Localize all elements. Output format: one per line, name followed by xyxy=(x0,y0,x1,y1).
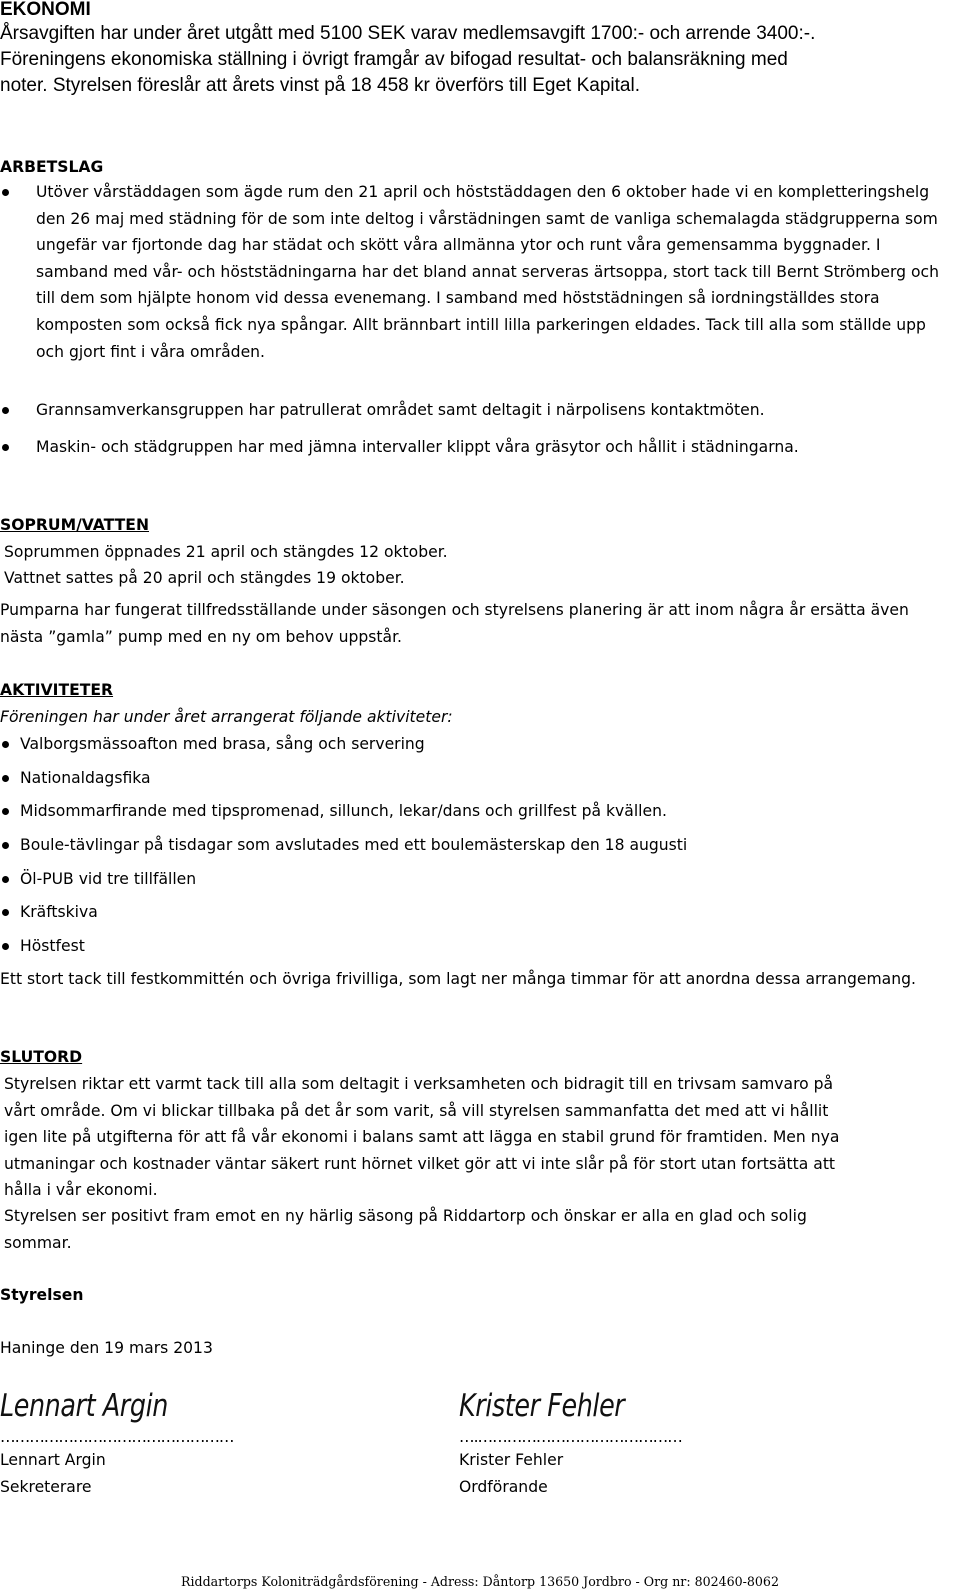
bullet-icon xyxy=(2,741,9,748)
soprum-paragraph: Pumparna har fungerat tillfredsställande under säsongen och styrelsens planering är att inom några år ersätta även nästa ”gamla” pump med en ny om behov uppstår. xyxy=(0,601,909,646)
list-item xyxy=(0,765,950,792)
arbetslag-item-text: Utöver vårstäddagen som ägde rum den 21 april och höststäddagen den 6 oktober hade vi en kompletteringshelg den 26 maj med städning för de som inte deltog i vårstädningen samt de vanliga schemalagda städgrupperna som ungefär var fjortonde dag har städat och skött våra allmänna ytor och runt våra gemensamma byggnader. I samband med vår- och höststädningarna har det bland annat serveras ärtsoppa, stort tack till Bernt Strömberg och till dem som hjälpte honom vid dessa evenemang. I samband med höststädningen så iordningställdes stora komposten som också fick nya spångar. Allt brännbart intill lilla parkeringen eldades. Tack till alla som ställde upp och gjort fint i våra områden. xyxy=(36,183,939,361)
bullet-icon xyxy=(2,444,9,451)
ekonomi-line-3: noter. Styrelsen föreslår att årets vinst på 18 458 kr överförs till Eget Kapital. xyxy=(0,75,640,96)
signoff-from: Styrelsen xyxy=(0,1286,84,1304)
signoff-place-date: Haninge den 19 mars 2013 xyxy=(0,1339,213,1357)
list-item xyxy=(0,731,950,758)
list-item xyxy=(0,899,950,926)
handwritten-signature: Lennart Argin xyxy=(0,1388,168,1424)
signatory-name: Lennart Argin xyxy=(0,1451,106,1469)
aktiviteter-intro: Föreningen har under året arrangerat följande aktiviteter: xyxy=(0,708,453,726)
page-footer: Riddartorps Koloniträdgårdsförening - Adress: Dåntorp 13650 Jordbro - Org nr: 802460-8062 xyxy=(181,1574,779,1589)
aktiviteter-thanks: Ett stort tack till festkommittén och övriga frivilliga, som lagt ner många timmar för att anordna dessa arrangemang. xyxy=(0,970,916,988)
aktivitet-text: Nationaldagsfika xyxy=(20,769,151,787)
signatures xyxy=(0,1388,960,1528)
slutord-heading: SLUTORD xyxy=(0,1048,83,1066)
aktivitet-text: Midsommarfirande med tipspromenad, sillunch, lekar/dans och grillfest på kvällen. xyxy=(20,802,667,820)
aktivitet-text: Höstfest xyxy=(20,937,85,955)
ekonomi-line-2: Föreningens ekonomiska ställning i övrigt framgår av bifogad resultat- och balansräkning med xyxy=(0,49,788,70)
bullet-icon xyxy=(2,407,9,414)
soprum-heading: SOPRUM/VATTEN xyxy=(0,516,150,534)
aktivitet-text: Öl-PUB vid tre tillfällen xyxy=(20,870,197,888)
ekonomi-line-1: Årsavgiften har under året utgått med 5100 SEK varav medlemsavgift 1700:- och arrende 3400:-. xyxy=(0,23,816,44)
list-item xyxy=(0,832,950,859)
list-item xyxy=(0,179,950,365)
aktivitet-text: Boule-tävlingar på tisdagar som avslutades med ett boulemästerskap den 18 augusti xyxy=(20,836,688,854)
signature-line: ………………………………………… xyxy=(0,1428,234,1446)
bullet-icon xyxy=(2,909,9,916)
aktivitet-text: Valborgsmässoafton med brasa, sång och servering xyxy=(20,735,425,753)
bullet-icon xyxy=(2,189,9,196)
arbetslag-item-text: Maskin- och städgruppen har med jämna intervaller klippt våra gräsytor och hållit i städningarna. xyxy=(36,438,799,456)
bullet-icon xyxy=(2,943,9,950)
signatory-role: Ordförande xyxy=(459,1477,548,1496)
list-item xyxy=(0,434,950,461)
bullet-icon xyxy=(2,808,9,815)
aktivitet-text: Kräftskiva xyxy=(20,903,98,921)
ekonomi-heading: EKONOMI xyxy=(0,0,91,20)
signature-block xyxy=(0,1388,234,1500)
slutord-paragraph-1: Styrelsen riktar ett varmt tack till alla som deltagit i verksamheten och bidragit till en trivsam samvaro på vårt område. Om vi blickar tillbaka på det år som varit, så vill styrelsen sammanfatta det med att vi hållit igen lite på utgifterna för att få vår ekonomi i balans samt att lägga en stabil grund för framtiden. Men nya utmaningar och kostnader väntar säkert runt hörnet vilket gör att vi inte slår på för stort utan fortsätta att hålla i vår ekonomi. xyxy=(4,1075,840,1200)
slutord-paragraph-2: Styrelsen ser positivt fram emot en ny härlig säsong på Riddartorp och önskar er alla en glad och solig sommar. xyxy=(4,1207,807,1252)
signatory-name: Krister Fehler xyxy=(459,1451,564,1469)
list-item xyxy=(0,933,950,960)
bullet-icon xyxy=(2,842,9,849)
list-item xyxy=(0,866,950,893)
signature-block xyxy=(459,1388,682,1500)
arbetslag-heading: ARBETSLAG xyxy=(0,158,104,176)
list-item xyxy=(0,798,950,825)
aktiviteter-heading: AKTIVITETER xyxy=(0,681,114,699)
list-item xyxy=(0,397,950,424)
soprum-line-2: Vattnet sattes på 20 april och stängdes 19 oktober. xyxy=(4,569,405,587)
arbetslag-item-text: Grannsamverkansgruppen har patrullerat området samt deltagit i närpolisens kontaktmöten. xyxy=(36,401,765,419)
soprum-line-1: Soprummen öppnades 21 april och stängdes 12 oktober. xyxy=(4,543,448,561)
handwritten-signature: Krister Fehler xyxy=(459,1388,625,1424)
bullet-icon xyxy=(2,876,9,883)
signature-line: ….…………………………………… xyxy=(459,1428,682,1446)
bullet-icon xyxy=(2,775,9,782)
signatory-role: Sekreterare xyxy=(0,1477,92,1496)
